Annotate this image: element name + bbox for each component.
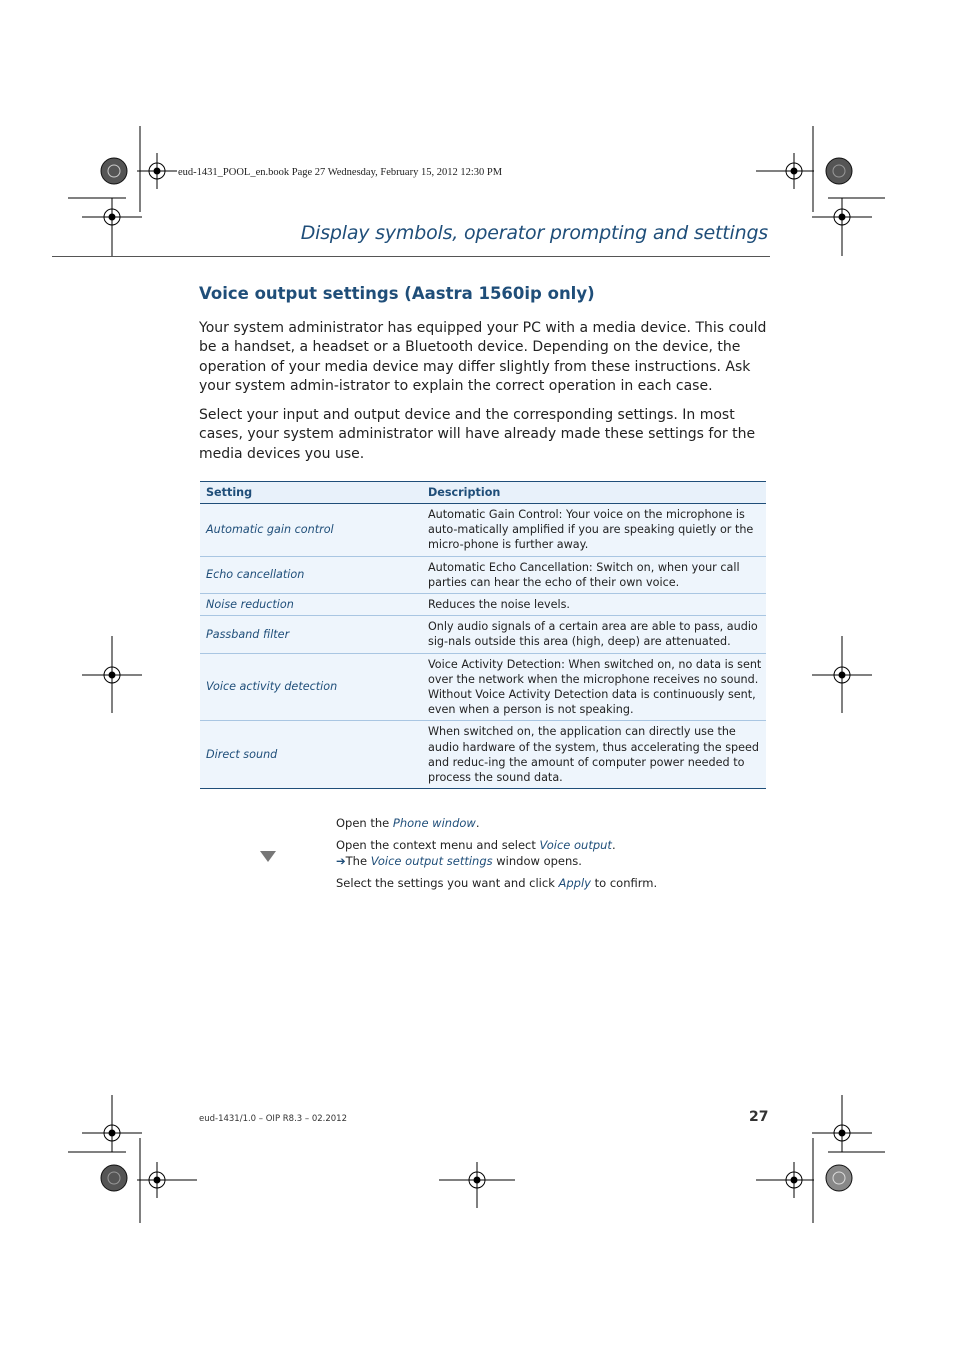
settings-paragraph: Select your input and output device and the corresponding settings. In most cases, your system administrator will have already made these settings for the media devices you use. bbox=[199, 407, 756, 462]
step-open-phone-window bbox=[336, 815, 776, 831]
step-text: Open the bbox=[336, 816, 393, 830]
voice-output-settings-reference: Voice output settings bbox=[370, 854, 493, 868]
phone-window-reference: Phone window bbox=[392, 816, 476, 830]
step-text: The bbox=[345, 854, 371, 868]
column-header-description: Description bbox=[422, 482, 766, 504]
column-header-setting: Setting bbox=[200, 482, 422, 504]
header-rule bbox=[52, 256, 770, 257]
apply-reference: Apply bbox=[558, 876, 591, 890]
table-row bbox=[200, 653, 766, 721]
setting-name: Automatic gain control bbox=[200, 504, 422, 557]
setting-name: Voice activity detection bbox=[200, 653, 422, 721]
page-number: 27 bbox=[749, 1109, 769, 1125]
voice-output-reference: Voice output bbox=[539, 838, 612, 852]
setting-name: Echo cancellation bbox=[200, 556, 422, 593]
instruction-steps bbox=[336, 815, 776, 897]
settings-table bbox=[200, 481, 766, 789]
section-title: Voice output settings (Aastra 1560ip only) bbox=[199, 284, 595, 303]
step-text: . bbox=[611, 838, 616, 852]
setting-description: Automatic Echo Cancellation: Switch on, when your call parties can hear the echo of their own voice. bbox=[422, 556, 766, 593]
print-info: eud-1431_POOL_en.book Page 27 Wednesday, February 15, 2012 12:30 PM bbox=[178, 167, 503, 178]
menu-triangle-icon bbox=[260, 851, 276, 862]
setting-description: Reduces the noise levels. bbox=[422, 594, 766, 616]
table-row bbox=[200, 721, 766, 789]
setting-description: Automatic Gain Control: Your voice on the microphone is auto-matically amplified if you are speaking quietly or the micro-phone is further away. bbox=[422, 504, 766, 557]
table-row bbox=[200, 616, 766, 653]
table-header-row bbox=[200, 482, 766, 504]
setting-name: Noise reduction bbox=[200, 594, 422, 616]
step-text: to confirm. bbox=[590, 876, 658, 890]
setting-description: Voice Activity Detection: When switched on, no data is sent over the network when the microphone receives no sound. Without Voice Activity Detection data is continuously sent, even when a person is not speaking. bbox=[422, 653, 766, 721]
setting-name: Direct sound bbox=[200, 721, 422, 789]
step-text: Select the settings you want and click bbox=[336, 876, 559, 890]
table-row bbox=[200, 594, 766, 616]
intro-paragraph: Your system administrator has equipped your PC with a media device. This could be a handset, a headset or a Bluetooth device. Depending on the device, the operation of your media device may differ slightly from these instructions. Ask your system admin-istrator to explain the correct operation in each case. bbox=[199, 320, 767, 394]
footer-doc-id: eud-1431/1.0 – OIP R8.3 – 02.2012 bbox=[199, 1114, 347, 1124]
step-apply-settings bbox=[336, 875, 776, 891]
setting-description: When switched on, the application can directly use the audio hardware of the system, thus accelerating the speed and reduc-ing the amount of computer power needed to process the sound data. bbox=[422, 721, 766, 789]
step-text: window opens. bbox=[492, 854, 582, 868]
running-head: Display symbols, operator prompting and settings bbox=[300, 222, 768, 244]
table-row bbox=[200, 504, 766, 557]
step-text: Open the context menu and select bbox=[336, 838, 540, 852]
result-arrow-icon: ➔ bbox=[336, 854, 346, 868]
setting-name: Passband filter bbox=[200, 616, 422, 653]
step-select-voice-output bbox=[336, 837, 776, 869]
table-row bbox=[200, 556, 766, 593]
step-text: . bbox=[475, 816, 480, 830]
setting-description: Only audio signals of a certain area are able to pass, audio sig-nals outside this area (high, deep) are attenuated. bbox=[422, 616, 766, 653]
